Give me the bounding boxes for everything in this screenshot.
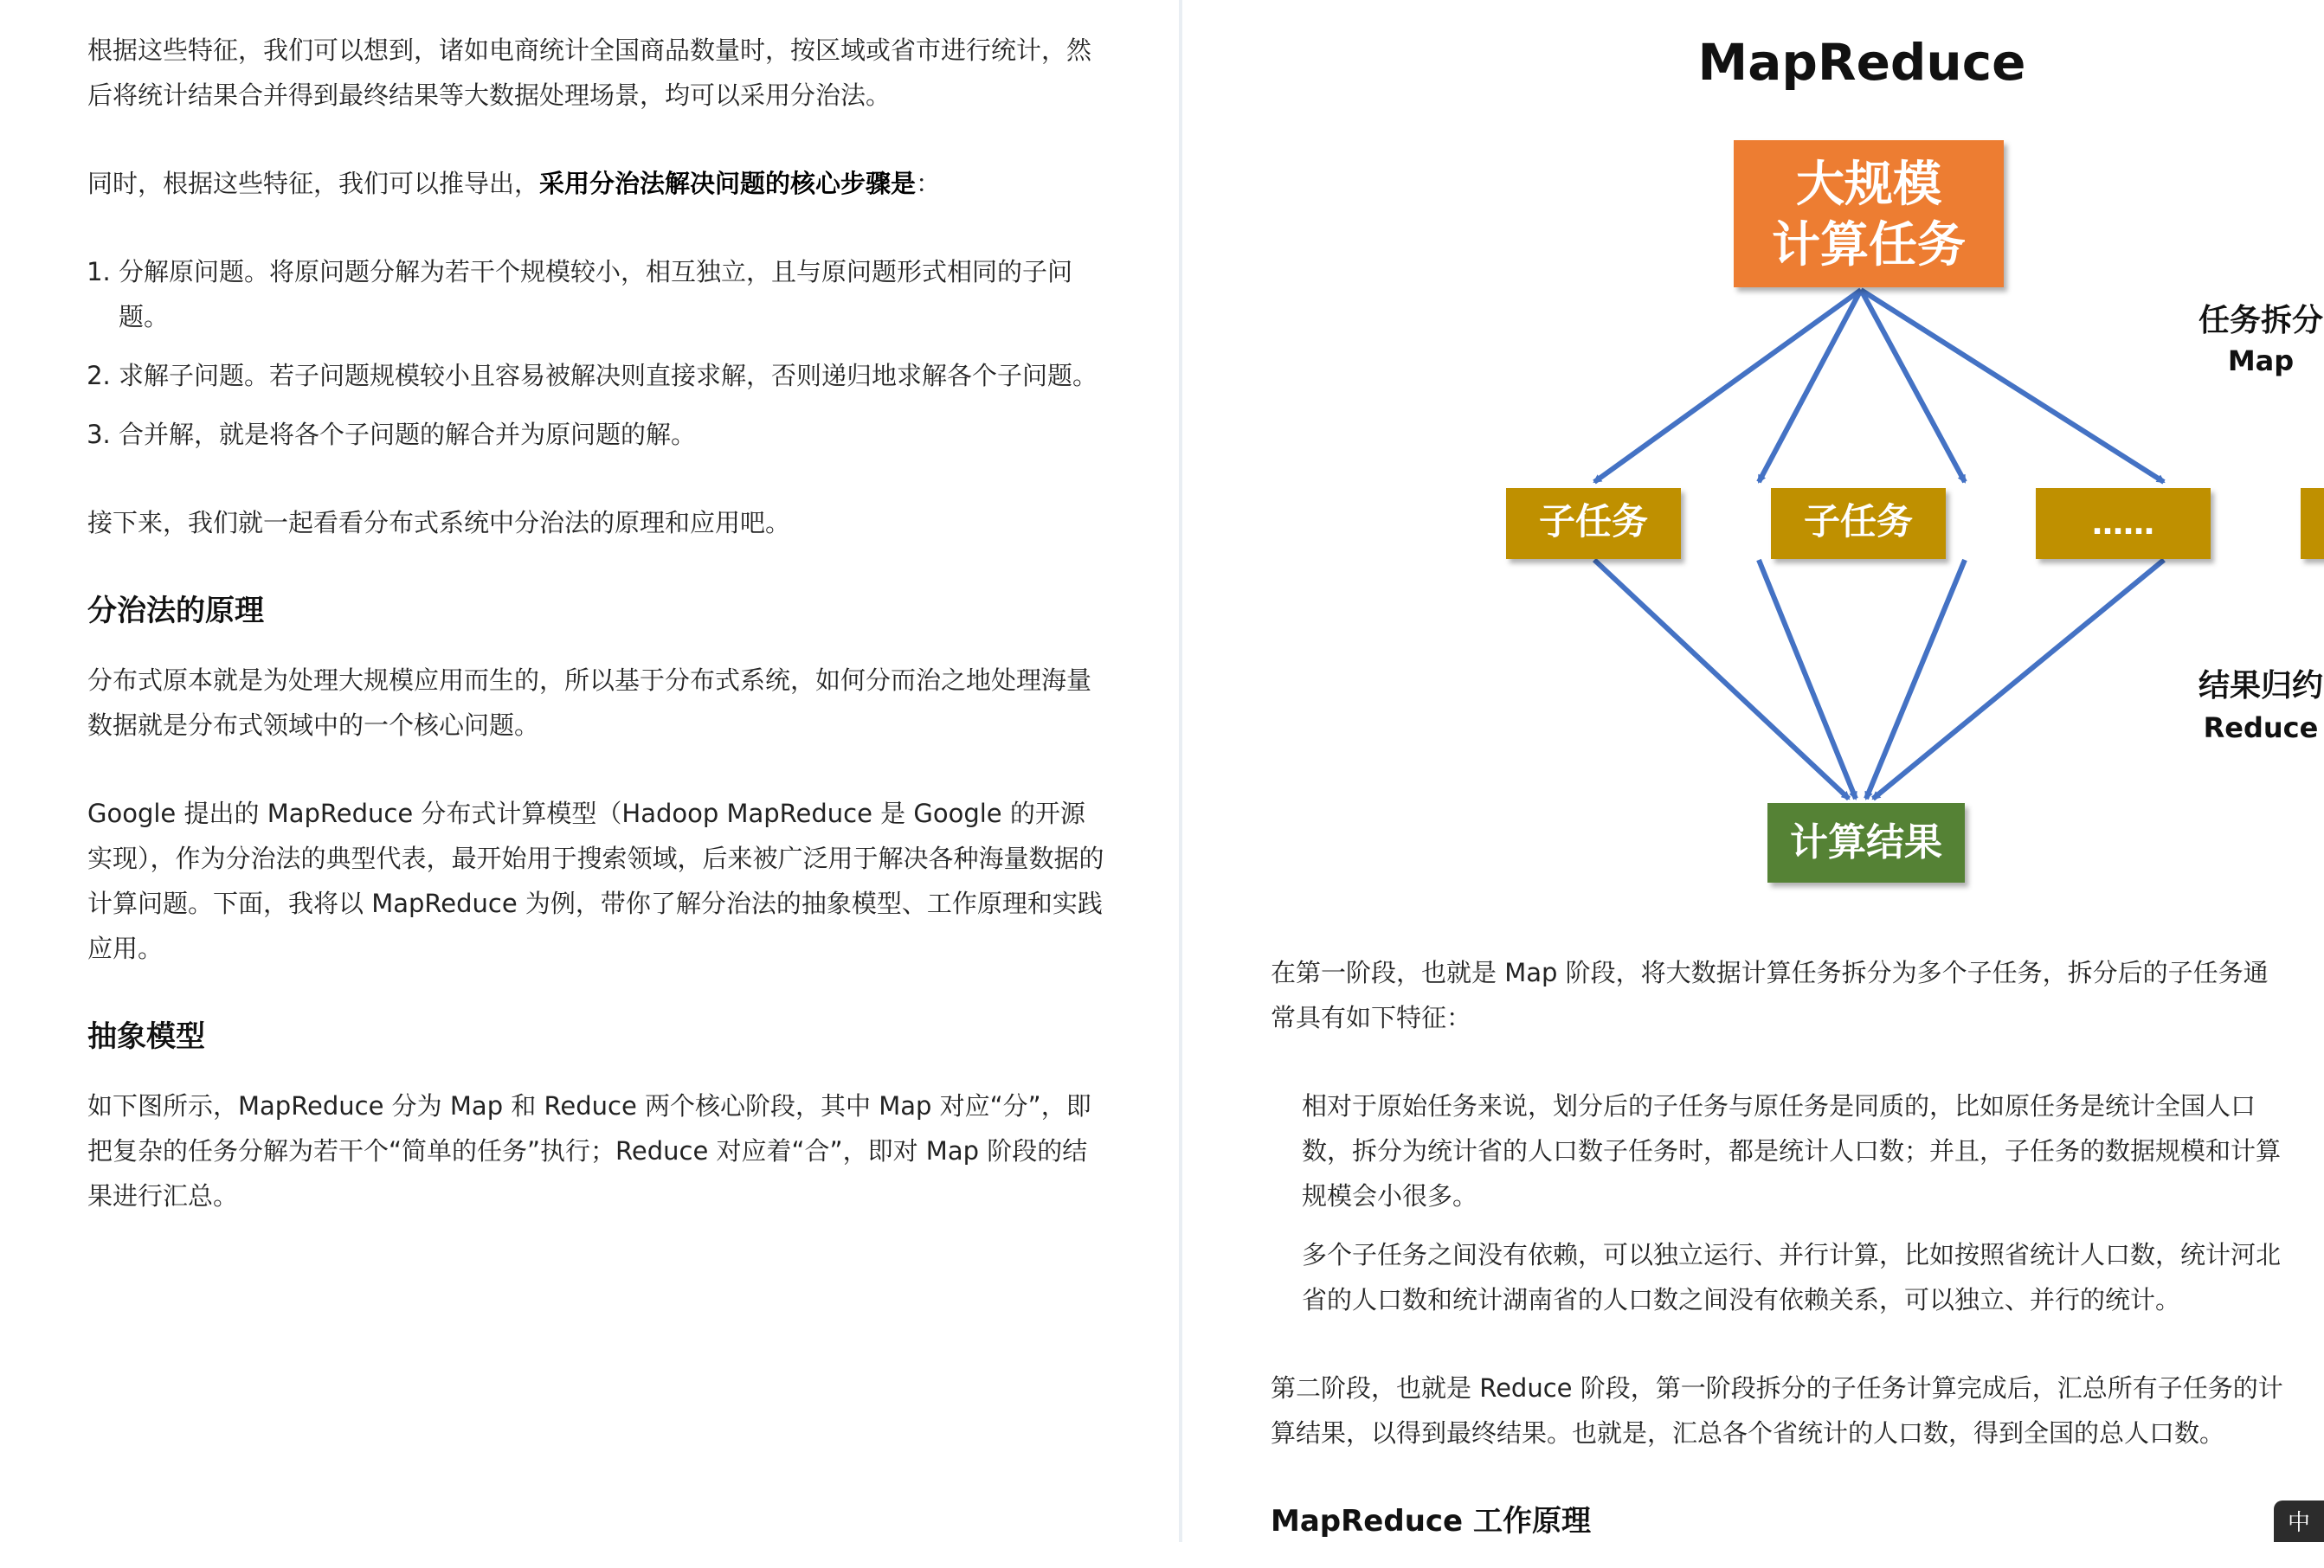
result-box <box>1767 803 1965 883</box>
subtask-label: …… <box>2092 506 2154 542</box>
reduce-label-en: Reduce <box>2203 711 2319 744</box>
result-label: 计算结果 <box>1790 820 1942 864</box>
map-label-cn: 任务拆分 <box>2198 303 2324 338</box>
map-arrow <box>1759 290 1861 482</box>
paragraph: 接下来，我们就一起看看分布式系统中分治法的原理和应用吧。 <box>87 508 791 537</box>
bold-text: 采用分治法解决问题的核心步骤是 <box>539 169 917 198</box>
paragraph: 第二阶段，也就是 Reduce 阶段，第一阶段拆分的子任务计算完成后，汇总所有子任务的计算结果，以得到最终结果。也就是，汇总各个省统计的人口数，得到全国的总人口数。 <box>1271 1373 2283 1448</box>
left-page <box>0 0 1179 1542</box>
steps-list <box>87 249 1109 457</box>
map-arrow <box>1861 290 1965 482</box>
feature-item: 相对于原始任务来说，划分后的子任务与原任务是同质的，比如原任务是统计全国人口数，拆分为统计省的人口数子任务时，都是统计人口数；并且，子任务的数据规模和计算规模会小很多。 <box>1302 1091 2282 1211</box>
subtask-box <box>1506 488 1681 559</box>
section-heading: 分治法的原理 <box>87 594 264 628</box>
subtask-box <box>2036 488 2211 559</box>
big-task-line1: 大规模 <box>1796 157 1941 213</box>
subtask-label: 子任务 <box>1538 500 1649 543</box>
section-heading: MapReduce 工作原理 <box>1271 1504 1591 1539</box>
map-arrow <box>1594 290 1861 482</box>
big-task-line2: 计算任务 <box>1772 217 1966 273</box>
section-heading: 抽象模型 <box>87 1019 205 1054</box>
right-article-body <box>1271 950 2292 1568</box>
reduce-arrow <box>1594 560 1849 799</box>
list-item: 2. 求解子问题。若子问题规模较小且容易被解决则直接求解，否则递归地求解各个子问题。 <box>119 353 1109 398</box>
list-item: 1. 分解原问题。将原问题分解为若干个规模较小，相互独立，且与原问题形式相同的子问题。 <box>119 249 1109 339</box>
mapreduce-diagram-svg <box>1286 0 2324 917</box>
paragraph: Google 提出的 MapReduce 分布式计算模型（Hadoop MapReduce 是 Google 的开源实现），作为分治法的典型代表，最开始用于搜索领域，后来被广泛用于解决各种海量数据的计算问题。下面，我将以 MapReduce 为例，带你了解分治法的抽象模型、工作原理和实践应用。 <box>87 799 1104 963</box>
big-task-box <box>1734 140 2004 287</box>
subtask-box <box>2301 488 2324 559</box>
paragraph: 根据这些特征，我们可以想到，诸如电商统计全国商品数量时，按区域或省市进行统计，然后将统计结果合并得到最终结果等大数据处理场景，均可以采用分治法。 <box>87 35 1092 110</box>
map-arrows <box>1594 290 2164 482</box>
diagram-title: MapReduce <box>1697 33 2026 92</box>
subtask-rect <box>2301 488 2324 559</box>
subtask-label: 子任务 <box>1803 500 1914 543</box>
map-label-en: Map <box>2227 344 2295 377</box>
left-article-body <box>87 28 1109 1262</box>
feature-list <box>1271 1083 2292 1322</box>
paragraph-core-steps-intro <box>87 161 1109 206</box>
corner-toggle-button[interactable]: 中 <box>2274 1501 2324 1542</box>
list-item: 3. 合并解，就是将各个子问题的解合并为原问题的解。 <box>119 412 1109 457</box>
mapreduce-diagram <box>1286 0 2324 917</box>
right-page <box>1182 0 2324 1542</box>
paragraph: 如下图所示，MapReduce 分为 Map 和 Reduce 两个核心阶段，其中 Map 对应“分”，即把复杂的任务分解为若干个“简单的任务”执行；Reduce 对应着“合”，即对 Map 阶段的结果进行汇总。 <box>87 1091 1091 1211</box>
text: ： <box>916 169 942 198</box>
reduce-arrows <box>1594 560 2164 799</box>
feature-item: 多个子任务之间没有依赖，可以独立运行、并行计算，比如按照省统计人口数，统计河北省的人口数和统计湖南省的人口数之间没有依赖关系，可以独立、并行的统计。 <box>1302 1240 2282 1314</box>
subtask-box <box>1771 488 1946 559</box>
reduce-label-cn: 结果归约 <box>2198 668 2324 704</box>
paragraph: 分布式原本就是为处理大规模应用而生的，所以基于分布式系统，如何分而治之地处理海量数据就是分布式领域中的一个核心问题。 <box>87 665 1092 740</box>
map-arrow <box>1861 290 2164 482</box>
paragraph: 在第一阶段，也就是 Map 阶段，将大数据计算任务拆分为多个子任务，拆分后的子任务通常具有如下特征： <box>1271 958 2269 1032</box>
text: 同时，根据这些特征，我们可以推导出， <box>87 169 540 198</box>
